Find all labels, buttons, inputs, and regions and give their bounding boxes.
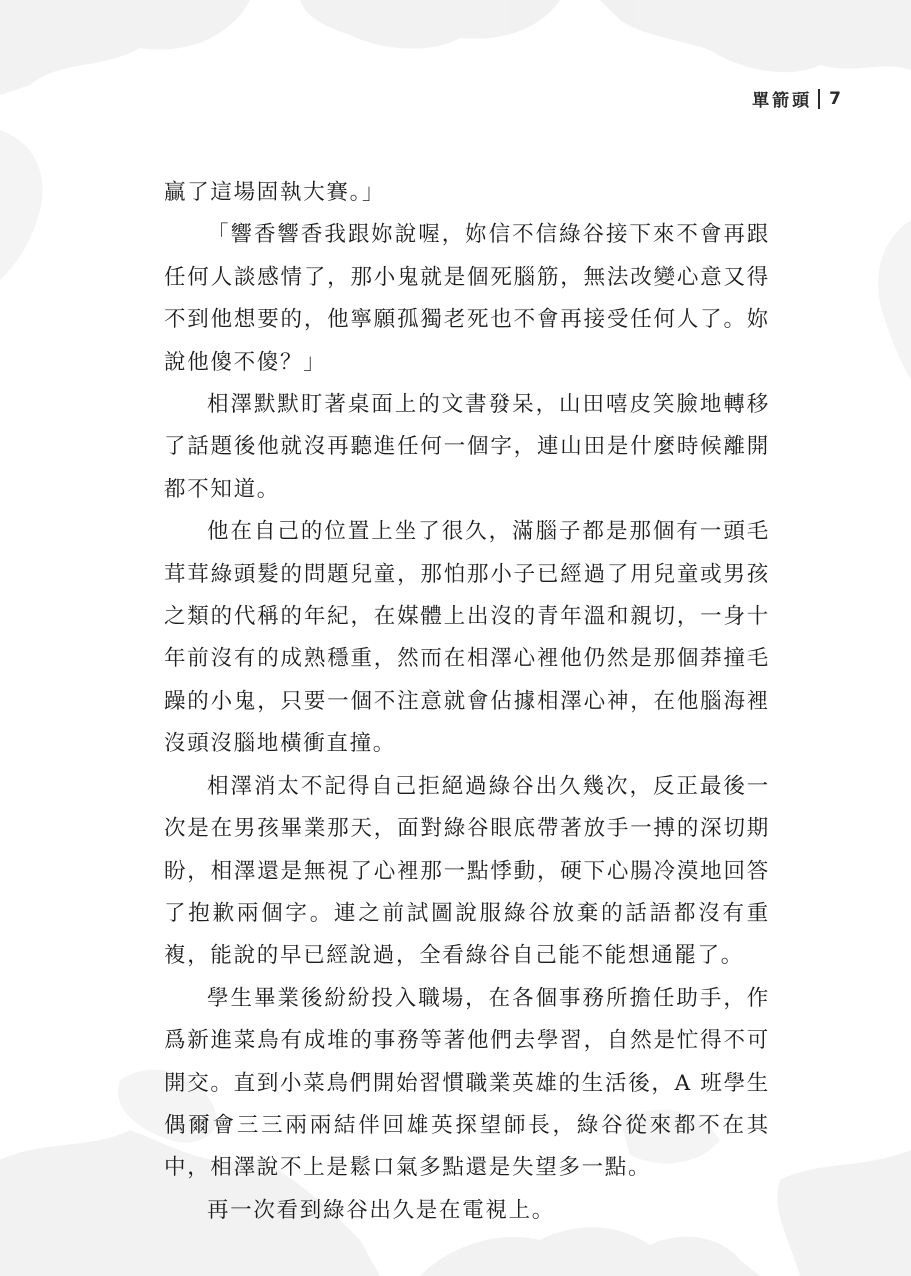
body-text [164, 172, 770, 1232]
paragraph: 贏了這場固執大賽。」 [164, 180, 386, 205]
page-number: 7 [829, 88, 841, 109]
paragraph: 相澤消太不記得自己拒絕過綠谷出久幾次，反正最後一次是在男孩畢業那天，面對綠谷眼底帶著放手一搏的深切期盼，相澤還是無視了心裡那一點悸動，硬下心腸冷漠地回答了抱歉兩個字。連之前試圖說服綠谷放棄的話語都沒有重複，能說的早已經說過，全看綠谷自己能不能想通罷了。 [164, 773, 770, 969]
paragraph: 他在自己的位置上坐了很久，滿腦子都是那個有一頭毛茸茸綠頭髮的問題兒童，那怕那小子已經過了用兒童或男孩之類的代稱的年紀，在媒體上出沒的青年溫和親切，一身十年前沒有的成熟穩重，然而在相澤心裡他仍然是那個莽撞毛躁的小鬼，只要一個不注意就會佔據相澤心神，在他腦海裡沒頭沒腦地橫衝直撞。 [164, 519, 770, 757]
header-divider [818, 89, 820, 109]
page-header [752, 86, 841, 111]
paragraph: 「響香響香我跟妳說喔，妳信不信綠谷接下來不會再跟任何人談感情了，那小鬼就是個死腦筋，無法改變心意又得不到他想要的，他寧願孤獨老死也不會再接受任何人了。妳說他傻不傻？」 [164, 222, 770, 375]
book-title: 單箭頭 [752, 91, 813, 111]
paragraph: 再一次看到綠谷出久是在電視上。 [207, 1197, 556, 1223]
paragraph: 學生畢業後紛紛投入職場，在各個事務所擔任助手，作爲新進菜鳥有成堆的事務等著他們去學習，自然是忙得不可開交。直到小菜鳥們開始習慣職業英雄的生活後，A 班學生偶爾會三三兩兩結伴回雄英探望師長，綠谷從來都不在其中，相澤說不上是鬆口氣多點還是失望多一點。 [164, 985, 770, 1181]
paragraph: 相澤默默盯著桌面上的文書發呆，山田嘻皮笑臉地轉移了話題後他就沒再聽進任何一個字，連山田是什麼時候離開都不知道。 [164, 392, 770, 502]
